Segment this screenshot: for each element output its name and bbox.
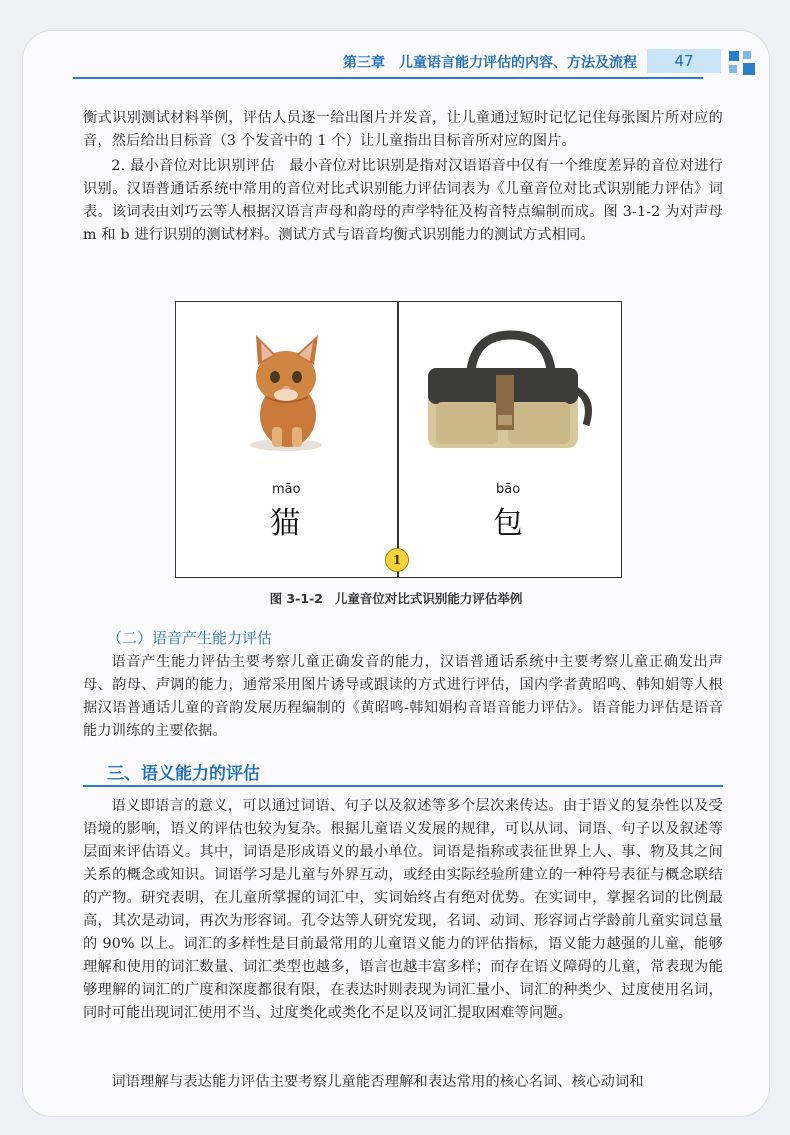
section-heading: 三、语义能力的评估 [107,764,260,784]
section-rule [83,785,723,787]
pinyin-mao: māo [272,482,301,497]
subsection-heading: （二）语音产生能力评估 [107,629,273,647]
figure-caption [23,589,769,607]
page-number: 47 [647,49,721,73]
decor-square [743,63,755,75]
hanzi-bao: 包 [493,506,523,541]
subsection-paragraph: 语音产生能力评估主要考察儿童正确发音的能力，汉语普通话系统中主要考察儿童正确发出声母、韵母、声调的能力，通常采用图片诱导或跟读的方式进行评估，国内学者黄昭鸣、韩知娟等人根据汉语普通话儿童的音韵发展历程编制的《黄昭鸣-韩知娟构音语音能力评估》。语音能力评估是语音能力训练的主要依据。 [83,654,723,739]
bag-photo [416,330,596,455]
running-header [23,47,769,81]
figure-badge: 1 [385,548,409,572]
decor-square [743,51,751,59]
pinyin-bao: bāo [496,482,521,497]
chapter-number: 第三章 [343,55,385,71]
hanzi-mao: 猫 [270,506,300,541]
book-page [22,30,770,1117]
section3-paragraph2: 词语理解与表达能力评估主要考察儿童能否理解和表达常用的核心名词、核心动词和 [111,1074,644,1090]
decor-square [729,65,737,73]
intro-paragraph: 衡式识别测试材料举例，评估人员逐一给出图片并发音，让儿童通过短时记忆记住每张图片所对应的音，然后给出目标音（3 个发音中的 1 个）让儿童指出目标音所对应的图片。 [83,110,723,149]
chapter-name: 儿童语言能力评估的内容、方法及流程 [399,55,637,71]
section3-paragraph1: 语义即语言的意义，可以通过词语、句子以及叙述等多个层次来传达。由于语义的复杂性以及受语境的影响，语义的评估也较为复杂。根据儿童语义发展的规律，可以从词、词语、句子以及叙述等层面来评估语义。其中，词语是形成语义的最小单位。词语是指称或表征世界上人、事、物及其之间关系的概念或知识。词语学习是儿童与外界互动，或经由实际经验所建立的一种符号表征与概念联结的产物。研究表明，在儿童所掌握的词汇中，实词始终占有绝对优势。在实词中，掌握名词的比例最高，其次是动词，再次为形容词。孔令达等人研究发现，名词、动词、形容词占学龄前儿童实词总量的 90% 以上。词汇的多样性是目前最常用的儿童语义能力的评估指标，语义能力越强的儿童，能够理解和使用的词汇数量、词汇类型也越多，语言也越丰富多样；而存在语义障碍的儿童，常表现为能够理解的词汇的广度和深度都很有限，在表达时则表现为词汇量小、词汇的种类少、过度使用名词，同时可能出现词汇使用不当、过度类化或类化不足以及词汇提取困难等问题。 [83,798,723,1021]
caption-number: 图 3-1-2 [269,591,323,606]
header-rule [73,77,703,79]
figure-3-1-2 [175,301,622,578]
figure-divider [397,302,399,577]
kitten-photo [236,327,336,457]
decor-square [729,51,739,61]
chapter-title [343,52,637,72]
caption-text: 儿童音位对比式识别能力评估举例 [334,591,523,606]
item2-paragraph: 2. 最小音位对比识别评估 最小音位对比识别是指对汉语语音中仅有一个维度差异的音位对进行识别。汉语普通话系统中常用的音位对比式识别能力评估词表为《儿童音位对比式识别能力评估》词表。该词表由刘巧云等人根据汉语言声母和韵母的声学特征及构音特点编制而成。图 3-1-2 为对声母 m 和 b 进行识别的测试材料。测试方式与语音均衡式识别能力的测试方式相同。 [83,158,723,243]
